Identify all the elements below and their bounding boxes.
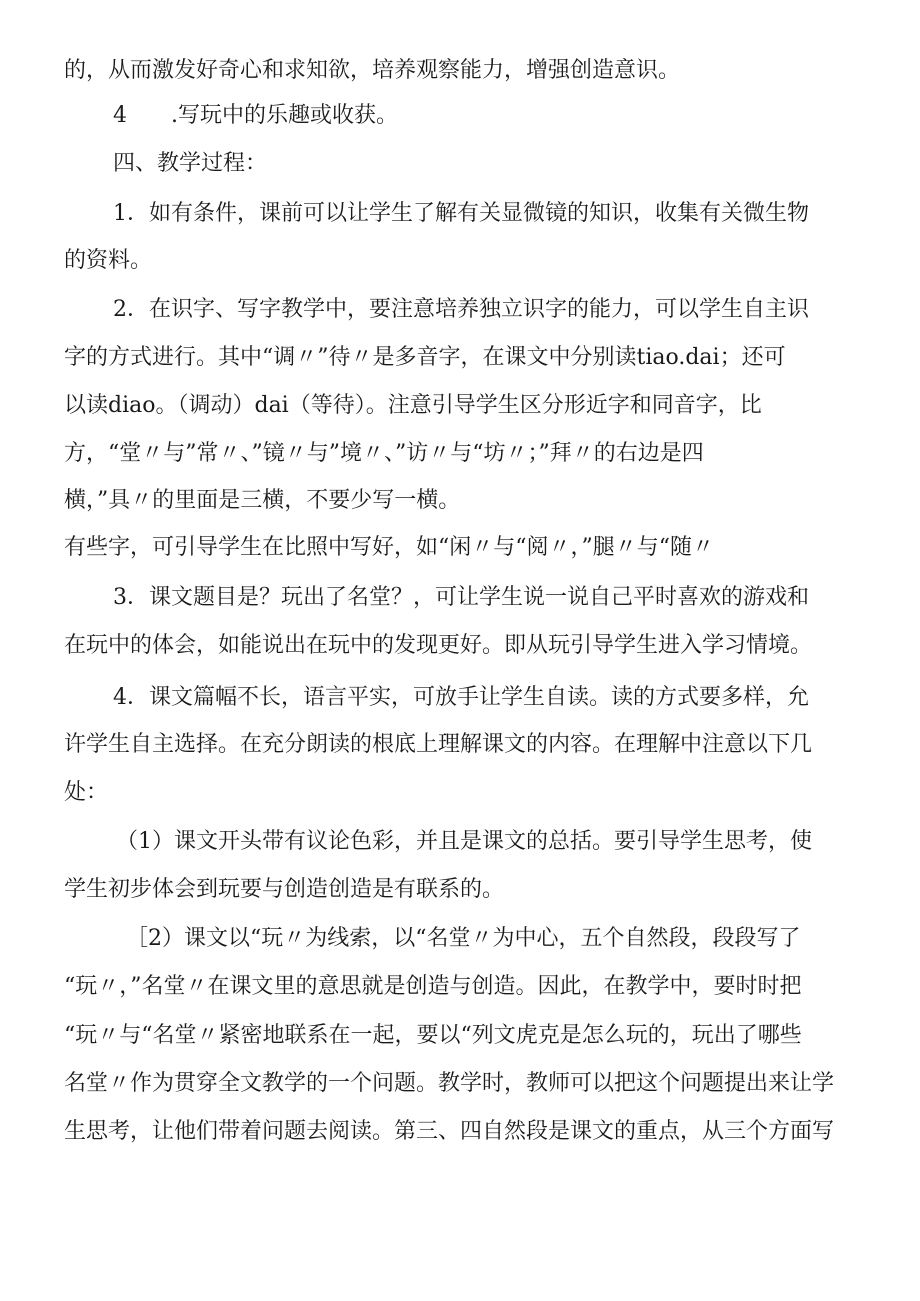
paragraph-line: 名堂〃作为贯穿全文教学的一个问题。教学时，教师可以把这个问题提出来让学 (64, 1071, 835, 1096)
list-item-4 (113, 101, 398, 131)
paragraph-line: ［2）课文以“玩〃为线索，以“名堂〃为中心，五个自然段，段段写了 (126, 926, 801, 951)
paragraph-line: （1）课文开头带有议论色彩，并且是课文的总括。要引导学生思考，使 (116, 829, 812, 854)
paragraph-line: “玩〃与“名堂〃紧密地联系在一起，要以“列文虎克是怎么玩的，玩出了哪些 (64, 1023, 802, 1048)
paragraph-line: 许学生自主选择。在充分朗读的根底上理解课文的内容。在理解中注意以下几 (64, 732, 813, 757)
paragraph-line: 横，”具〃的里面是三横，不要少写一横。 (64, 488, 461, 513)
paragraph-line: 方，“堂〃与”常〃、”镜〃与”境〃、”访〃与“坊〃；”拜〃的右边是四 (64, 441, 704, 466)
paragraph-line: 1．如有条件，课前可以让学生了解有关显微镜的知识，收集有关微生物 (113, 201, 809, 226)
paragraph-line: 以读diao。（调动）dai（等待）。注意引导学生区分形近字和同音字，比 (64, 393, 762, 418)
list-item-number: 4 (113, 103, 127, 128)
paragraph-line: 处： (64, 780, 109, 805)
paragraph-line: 3．课文题目是？玩出了名堂？，可让学生说一说自己平时喜欢的游戏和 (113, 585, 809, 610)
paragraph-line: 的资料。 (64, 248, 153, 273)
paragraph-line: 4．课文篇幅不长，语言平实，可放手让学生自读。读的方式要多样，允 (113, 685, 809, 710)
paragraph-line: 学生初步体会到玩要与创造创造是有联系的。 (64, 877, 505, 902)
paragraph-line: “玩〃，”名堂〃在课文里的意思就是创造与创造。因此，在教学中，要时时把 (64, 974, 802, 999)
paragraph-line: 2．在识字、写字教学中，要注意培养独立识字的能力，可以学生自主识 (113, 297, 809, 322)
paragraph-line: 字的方式进行。其中“调〃”待〃是多音字，在课文中分别读tiao.dai；还可 (64, 345, 786, 370)
paragraph-line: 的，从而激发好奇心和求知欲，培养观察能力，增强创造意识。 (64, 58, 681, 83)
paragraph-line: 生思考，让他们带着问题去阅读。第三、四自然段是课文的重点，从三个方面写 (64, 1119, 835, 1144)
list-item-text: .写玩中的乐趣或收获。 (171, 103, 398, 128)
paragraph-line: 有些字，可引导学生在比照中写好，如“闲〃与“阅〃，”腿〃与“随〃 (64, 535, 714, 560)
paragraph-line: 在玩中的体会，如能说出在玩中的发现更好。即从玩引导学生进入学习情境。 (64, 633, 813, 658)
section-heading: 四、教学过程： (113, 151, 268, 176)
